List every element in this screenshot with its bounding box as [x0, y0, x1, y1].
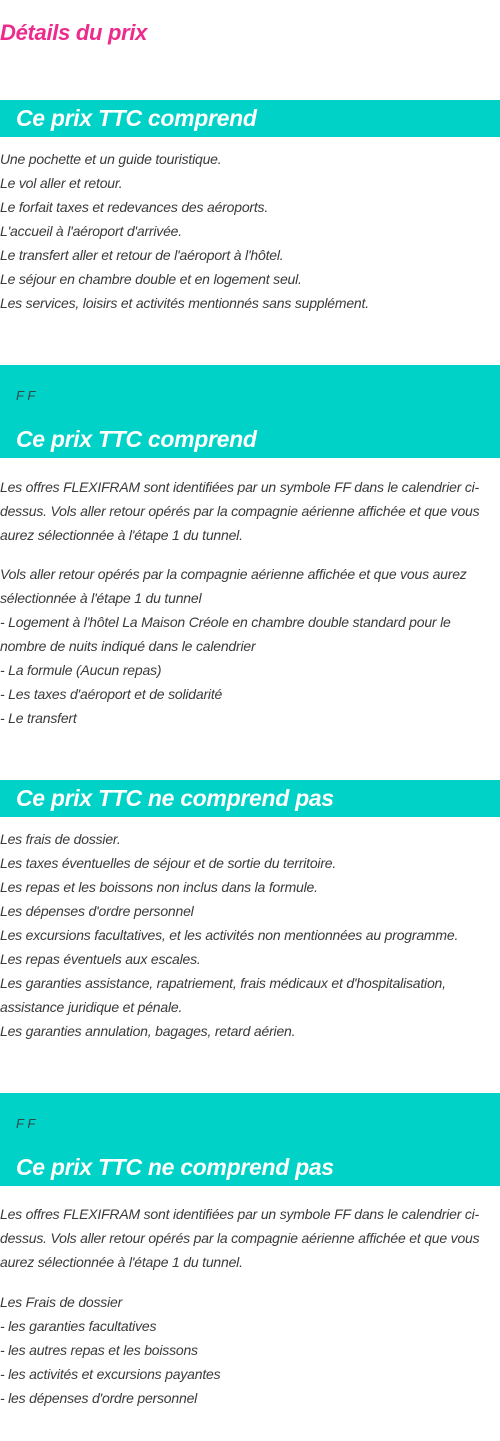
list-item: Le forfait taxes et redevances des aéroports.: [0, 199, 269, 215]
text-line: - les activités et excursions payantes: [0, 1366, 221, 1382]
ff-excludes-intro: [0, 1202, 500, 1274]
ff-includes-details: [0, 562, 500, 730]
list-item: Le vol aller et retour.: [0, 175, 123, 191]
section-header-ff-excludes: [0, 1093, 500, 1186]
text-line: aurez sélectionnée à l'étape 1 du tunnel.: [0, 527, 243, 543]
text-line: sélectionnée à l'étape 1 du tunnel: [0, 590, 202, 606]
text-line: - les dépenses d'ordre personnel: [0, 1390, 198, 1406]
list-item: Les dépenses d'ordre personnel: [0, 903, 194, 919]
text-line: dessus. Vols aller retour opérés par la compagnie aérienne affichée et que vous: [0, 1230, 480, 1246]
text-line: - les garanties facultatives: [0, 1318, 157, 1334]
section-header-ff-includes: [0, 365, 500, 458]
section-title: Ce prix TTC ne comprend pas: [16, 1154, 334, 1180]
section-header-includes: [0, 100, 500, 137]
text-line: - Logement à l'hôtel La Maison Créole en chambre double standard pour le: [0, 614, 451, 630]
list-item: Les frais de dossier.: [0, 831, 121, 847]
text-line: Les offres FLEXIFRAM sont identifiées par un symbole FF dans le calendrier ci-: [0, 1206, 480, 1222]
ff-code-label: F F: [16, 1116, 36, 1131]
ff-code-label: F F: [16, 388, 36, 403]
text-line: dessus. Vols aller retour opérés par la compagnie aérienne affichée et que vous: [0, 503, 480, 519]
list-item: Les repas éventuels aux escales.: [0, 951, 201, 967]
page-title: Détails du prix: [0, 20, 148, 45]
text-line: - La formule (Aucun repas): [0, 662, 162, 678]
list-item: L'accueil à l'aéroport d'arrivée.: [0, 223, 182, 239]
list-item: Les garanties assistance, rapatriement, frais médicaux et d'hospitalisation,: [0, 975, 446, 991]
list-item: Le séjour en chambre double et en logement seul.: [0, 271, 302, 287]
section-title: Ce prix TTC comprend: [16, 105, 257, 131]
section-title: Ce prix TTC ne comprend pas: [16, 785, 334, 811]
text-line: - Les taxes d'aéroport et de solidarité: [0, 686, 223, 702]
list-item: Les garanties annulation, bagages, retard aérien.: [0, 1023, 296, 1039]
section-title: Ce prix TTC comprend: [16, 426, 257, 452]
text-line: nombre de nuits indiqué dans le calendrier: [0, 638, 256, 654]
ff-excludes-details: [0, 1290, 500, 1410]
text-line: - les autres repas et les boissons: [0, 1342, 198, 1358]
ff-includes-intro: [0, 475, 500, 547]
list-item: Les excursions facultatives, et les activités non mentionnées au programme.: [0, 927, 459, 943]
text-line: - Le transfert: [0, 710, 77, 726]
list-item: Les services, loisirs et activités mentionnés sans supplément.: [0, 295, 369, 311]
excludes-list: [0, 827, 500, 1043]
list-item: Une pochette et un guide touristique.: [0, 151, 222, 167]
text-line: aurez sélectionnée à l'étape 1 du tunnel.: [0, 1254, 243, 1270]
list-item: Le transfert aller et retour de l'aéroport à l'hôtel.: [0, 247, 284, 263]
list-item: Les repas et les boissons non inclus dans la formule.: [0, 879, 318, 895]
includes-list: [0, 147, 500, 315]
list-item: assistance juridique et pénale.: [0, 999, 183, 1015]
text-line: Les Frais de dossier: [0, 1294, 123, 1310]
list-item: Les taxes éventuelles de séjour et de sortie du territoire.: [0, 855, 337, 871]
text-line: Les offres FLEXIFRAM sont identifiées par un symbole FF dans le calendrier ci-: [0, 479, 480, 495]
text-line: Vols aller retour opérés par la compagnie aérienne affichée et que vous aurez: [0, 566, 467, 582]
section-header-excludes: [0, 780, 500, 817]
